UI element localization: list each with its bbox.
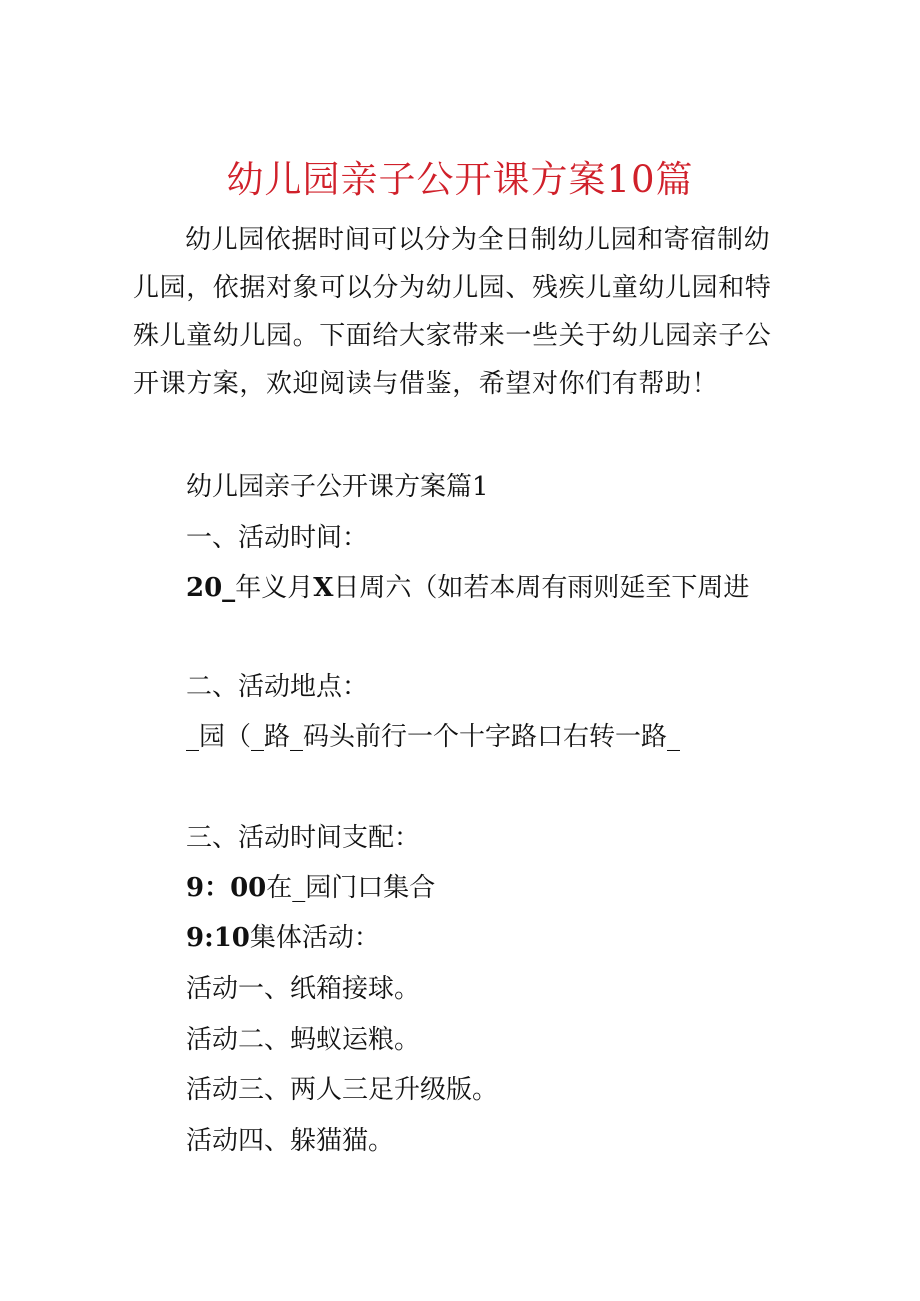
day-placeholder: X xyxy=(313,573,334,603)
time-line xyxy=(186,568,749,608)
place-heading: 二、活动地点： xyxy=(186,672,369,702)
place-line: _园（_路_码头前行一个十字路口右转一路_ xyxy=(186,722,681,752)
activity-item: 活动一、纸箱接球。 xyxy=(186,974,421,1004)
activity-item: 活动三、两人三足升级版。 xyxy=(186,1075,499,1105)
section-heading: 幼儿园亲子公开课方案篇1 xyxy=(186,472,489,502)
schedule-time-2: 9:10 xyxy=(186,923,250,953)
schedule-line-2 xyxy=(186,918,380,958)
month-text: 年义月 xyxy=(235,573,314,603)
time-heading: 一、活动时间： xyxy=(186,523,369,553)
intro-paragraph: 幼儿园依据时间可以分为全日制幼儿园和寄宿制幼儿园，依据对象可以分为幼儿园、残疾儿童幼儿园和特殊儿童幼儿园。下面给大家带来一些关于幼儿园亲子公开课方案，欢迎阅读与借鉴，希望对你们有帮助！ xyxy=(133,225,772,399)
document-title: 幼儿园亲子公开课方案10篇 xyxy=(226,158,694,201)
activity-item: 活动四、躲猫猫。 xyxy=(186,1126,395,1156)
year-prefix: 20_ xyxy=(186,573,236,603)
schedule-heading: 三、活动时间支配： xyxy=(186,823,421,853)
schedule-text-2: 集体活动： xyxy=(249,923,380,953)
activity-item: 活动二、蚂蚁运粮。 xyxy=(186,1025,421,1055)
schedule-line-1 xyxy=(186,868,435,908)
date-remainder: 日周六（如若本周有雨则延至下周进 xyxy=(333,573,750,603)
schedule-text-1: 在_园门口集合 xyxy=(266,873,436,903)
schedule-time-1: 9：00 xyxy=(186,873,267,903)
